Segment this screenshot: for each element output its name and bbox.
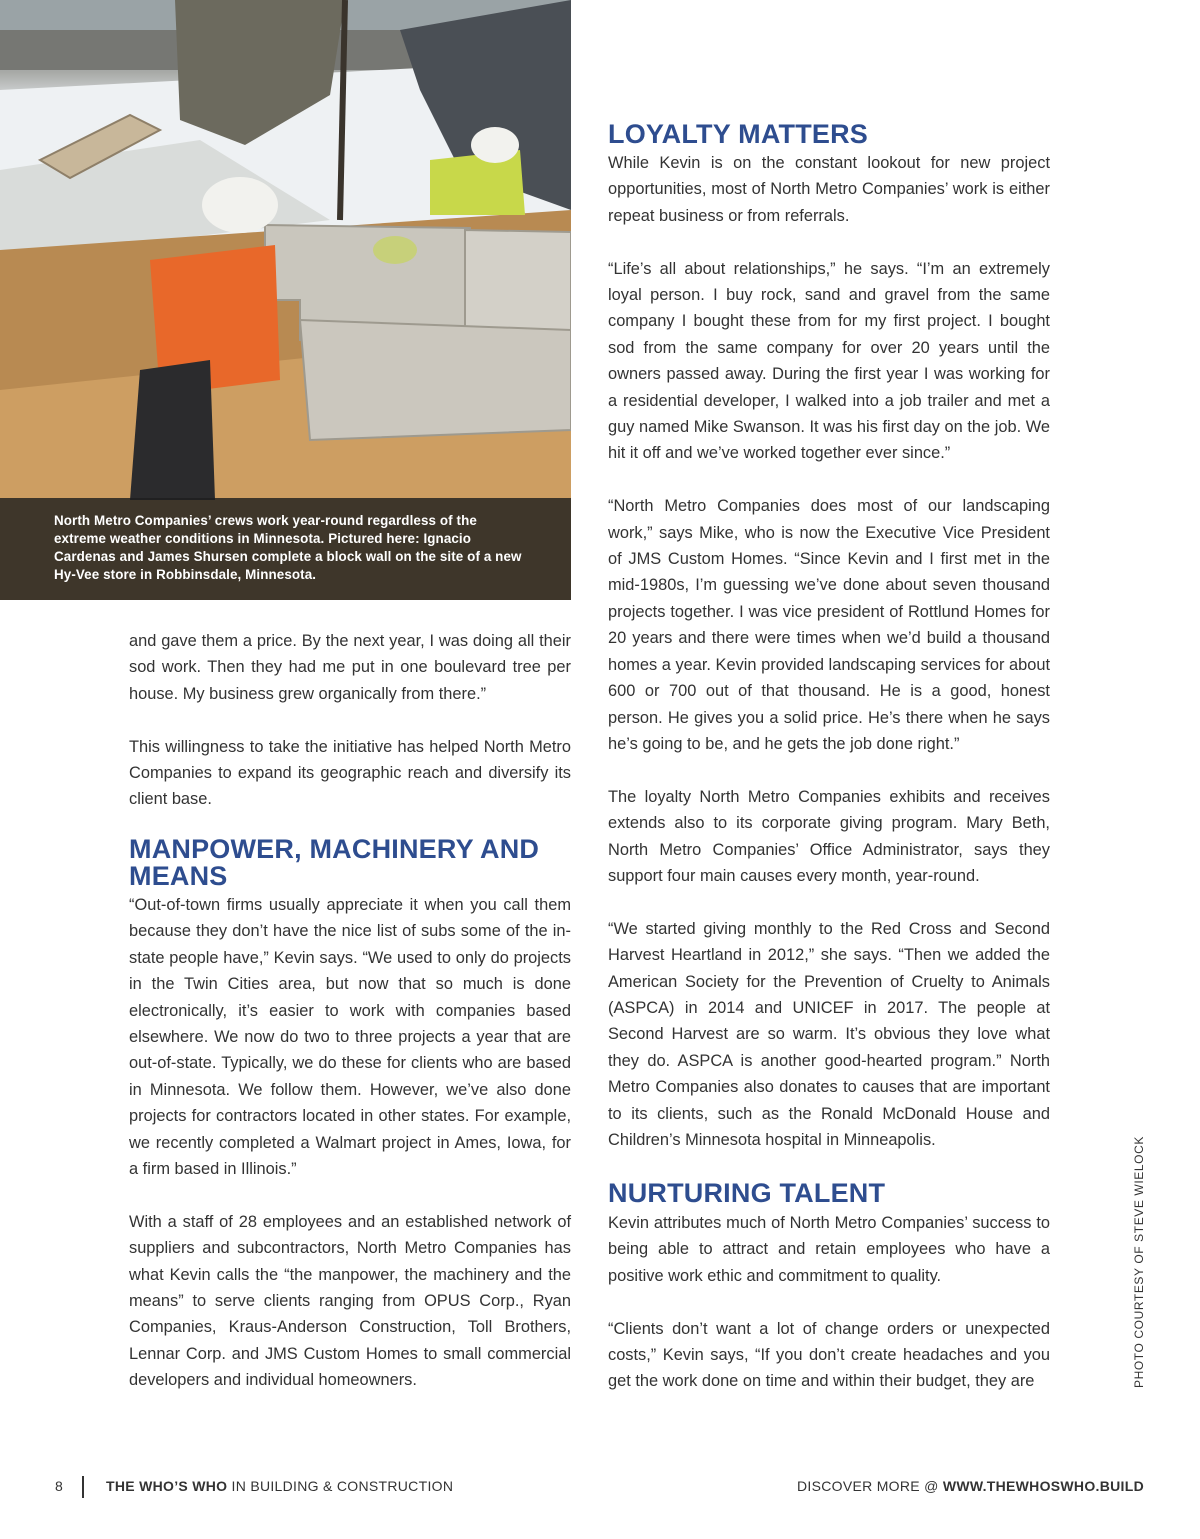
publication-name-bold: THE WHO’S WHO: [106, 1478, 228, 1494]
publication-name-rest: IN BUILDING & CONSTRUCTION: [227, 1478, 454, 1494]
publication-name: [106, 1478, 453, 1494]
feature-photo: [0, 0, 571, 600]
discover-prefix: DISCOVER MORE @: [797, 1478, 943, 1494]
left-column-section: [129, 892, 571, 1394]
discover-more: [797, 1478, 1144, 1494]
body-paragraph: “We started giving monthly to the Red Cross and Second Harvest Heartland in 2012,” she says. “Then we added the American Society for the Prevention of Cruelty to Animals (ASPCA) in 2014 and UNICEF in 2017. The people at Second Harvest are so warm. It’s obvious they love what they do. ASPCA is another good-hearted program.” North Metro Companies also donates to causes that are important to its clients, such as the Ronald McDonald House and Children’s Minnesota hospital in Minneapolis.: [608, 919, 1050, 1149]
body-paragraph: This willingness to take the initiative has helped North Metro Companies to expand its geographic reach and diversify its client base.: [129, 737, 571, 809]
body-paragraph: “Life’s all about relationships,” he says. “I’m an extremely loyal person. I buy rock, sand and gravel from the same company I bought these from for my first project. I bought sod from the same company for over 20 years until the owners passed away. During the first year I was working for a residential developer, I walked into a job trailer and met a guy named Mike Swanson. It was his first day on the job. We hit it off and we’ve worked together ever since.”: [608, 259, 1050, 463]
body-paragraph: “Out-of-town firms usually appreciate it when you call them because they don’t have the nice list of subs some of the in-state people have,” Kevin says. “We used to only do projects in the Twin Cities area, but now that so much is done electronically, it’s easier to work with companies based elsewhere. We now do two to three projects a year that are out-of-state. Typically, we do these for clients who are based in Minnesota. We follow them. However, we’ve also done projects for contractors located in other states. For example, we recently completed a Walmart project in Ames, Iowa, for a firm based in Illinois.”: [129, 896, 571, 1179]
body-paragraph: Kevin attributes much of North Metro Companies’ success to being able to attract and retain employees who have a positive work ethic and commitment to quality.: [608, 1214, 1050, 1285]
section-heading-loyalty: LOYALTY MATTERS: [608, 119, 869, 149]
photo-credit: PHOTO COURTESY OF STEVE WIELOCK: [1132, 1136, 1146, 1388]
footer-divider: [82, 1476, 84, 1498]
website-link[interactable]: WWW.THEWHOSWHO.BUILD: [942, 1478, 1144, 1494]
body-paragraph: While Kevin is on the constant lookout for new project opportunities, most of North Metro Companies’ work is either repeat business or from referrals.: [608, 154, 1050, 225]
body-paragraph: and gave them a price. By the next year, I was doing all their sod work. Then they had me put in one boulevard tree per house. My business grew organically from there.”: [129, 632, 571, 703]
page-number: 8: [55, 1478, 64, 1494]
right-column: [608, 150, 1050, 1153]
body-paragraph: “North Metro Companies does most of our landscaping work,” says Mike, who is now the Executive Vice President of JMS Custom Homes. “Since Kevin and I first met in the mid-1980s, I’m guessing we’ve done about seven thousand projects together. I was vice president of Rottlund Homes for 20 years and there were times when we’d build a thousand homes a year. Kevin provided landscaping services for about 600 or 700 out of that thousand. He is a good, honest person. He gives you a solid price. He’s there when he says he’s going to be, and he gets the job done right.”: [608, 497, 1050, 753]
body-paragraph: The loyalty North Metro Companies exhibits and receives extends also to its corporate giving program. Mary Beth, North Metro Companies’ Office Administrator, says they support four main causes every month, year-round.: [608, 787, 1050, 885]
section-heading-talent: NURTURING TALENT: [608, 1178, 886, 1208]
photo-caption: North Metro Companies’ crews work year-round regardless of the extreme weather conditions in Minnesota. Pictured here: Ignacio Cardenas and James Shursen complete a block wall on the site of a new Hy-Vee store in Robbinsdale, Minnesota.: [0, 498, 571, 600]
body-paragraph: With a staff of 28 employees and an established network of suppliers and subcontractors, North Metro Companies has what Kevin calls the “the manpower, the machinery and the means” to serve clients ranging from OPUS Corp., Ryan Companies, Kraus-Anderson Construction, Toll Brothers, Lennar Corp. and JMS Custom Homes to small commercial developers and individual homeowners.: [129, 1212, 571, 1390]
right-column-section: [608, 1210, 1050, 1395]
left-column: [129, 628, 571, 813]
section-heading-manpower: MANPOWER, MACHINERY AND MEANS: [129, 834, 540, 891]
body-paragraph: “Clients don’t want a lot of change orders or unexpected costs,” Kevin says, “If you don’t create headaches and you get the work done on time and within their budget, they are: [608, 1319, 1050, 1391]
